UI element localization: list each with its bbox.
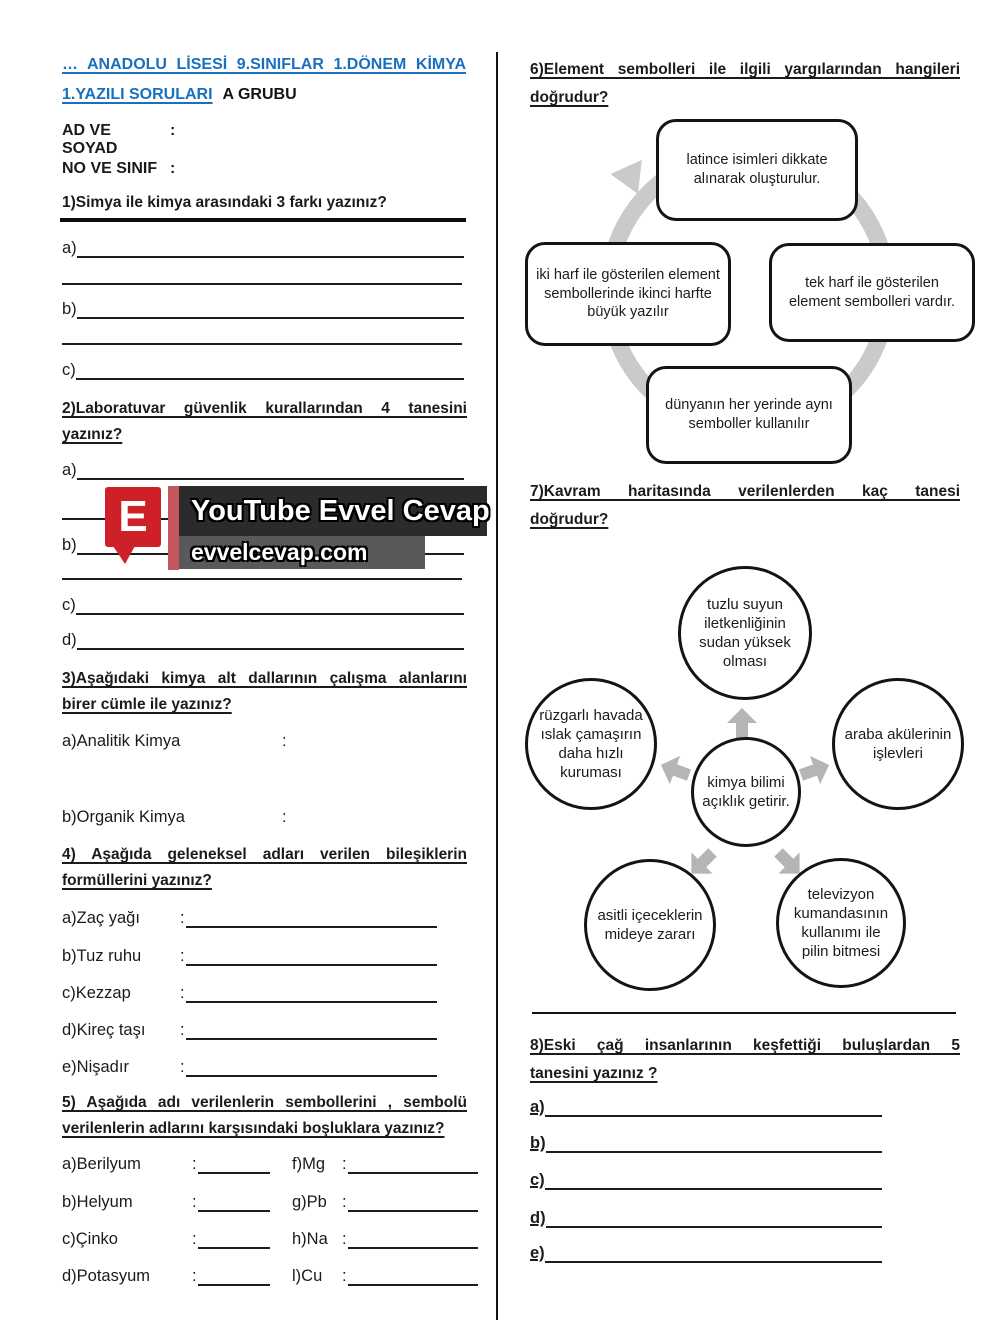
question-5-title <box>62 1090 467 1142</box>
q3-colon-a: : <box>282 732 287 750</box>
question-2-title <box>62 396 467 448</box>
q8-answer-row-d <box>530 1206 882 1228</box>
q5-line-4a <box>198 1262 270 1286</box>
q5-colon-2a: : <box>192 1193 197 1211</box>
q8-answer-line-c <box>545 1166 882 1190</box>
arrow-right-icon <box>796 751 834 789</box>
q4-label-c: c)Kezzap <box>62 984 131 1002</box>
name-field-row <box>62 122 175 158</box>
q4-line-c <box>186 979 437 1003</box>
q4-colon-c: : <box>180 984 185 1002</box>
q6-box-right: tek harf ile gösterilen element sembolleri vardır. <box>769 243 975 342</box>
q2-letter-a: a) <box>62 461 77 479</box>
q1-answer-line-b <box>77 295 464 319</box>
q4-colon-b: : <box>180 947 185 965</box>
q4-line-d <box>186 1016 437 1040</box>
q8-letter-c: c) <box>530 1171 545 1189</box>
question-6-title <box>530 56 960 112</box>
logo-stripe <box>168 486 179 570</box>
q5-right-label-3: h)Na <box>292 1230 328 1248</box>
question-4-title <box>62 842 467 894</box>
q1-answer-row-a <box>62 236 464 258</box>
q4-line-b <box>186 942 437 966</box>
q4-row-a <box>62 906 437 928</box>
q8-answer-line-b <box>546 1129 882 1153</box>
q2-letter-c: c) <box>62 596 76 614</box>
exam-title-part-blue: 1.YAZILI SORULARI <box>62 86 213 103</box>
q8-letter-b: b) <box>530 1134 546 1152</box>
q4-label-b: b)Tuz ruhu <box>62 947 142 965</box>
watermark-channel-name: YouTube Evvel Cevap <box>179 486 487 536</box>
arrow-up-icon <box>727 708 757 738</box>
q1-answer-line-c <box>76 356 464 380</box>
question-8-title-line1: 8)Eski çağ insanlarının keşfettiği buluşlardan 5 <box>530 1037 960 1054</box>
q4-row-c <box>62 981 437 1003</box>
q1-letter-a: a) <box>62 239 77 257</box>
q5-line-4b <box>348 1262 478 1286</box>
question-8-title <box>530 1032 960 1088</box>
question-6-title-line1: 6)Element sembolleri ile ilgili yargılarından hangileri <box>530 61 960 78</box>
question-5-title-line1: 5) Aşağıda adı verilenlerin sembollerini , sembolü <box>62 1094 467 1111</box>
q5-row-2 <box>62 1190 478 1212</box>
watermark-website: evvelcevap.com <box>179 536 425 569</box>
question-3-title <box>62 666 467 718</box>
q5-colon-4a: : <box>192 1267 197 1285</box>
q5-colon-3b: : <box>342 1230 347 1248</box>
q2-answer-line-c <box>76 591 464 615</box>
q5-colon-1a: : <box>192 1155 197 1173</box>
q7-node-right: araba akülerinin işlevleri <box>832 678 964 810</box>
q4-label-d: d)Kireç taşı <box>62 1021 146 1039</box>
question-2-title-line1: 2)Laboratuvar güvenlik kurallarından 4 tanesini <box>62 400 467 417</box>
q8-answer-row-c <box>530 1168 882 1190</box>
question-7-title-line1: 7)Kavram haritasında verilenlerden kaç tanesi <box>530 483 960 500</box>
q4-colon-d: : <box>180 1021 185 1039</box>
q5-left-label-2: b)Helyum <box>62 1193 133 1211</box>
q5-left-label-4: d)Potasyum <box>62 1267 151 1285</box>
q4-line-e <box>186 1053 437 1077</box>
exam-title-line2 <box>62 86 297 104</box>
question-6-title-line2: doğrudur? <box>530 89 609 106</box>
q5-line-3b <box>348 1225 478 1249</box>
logo-letter: E <box>118 492 148 541</box>
q3-label-organik: b)Organik Kimya <box>62 808 185 826</box>
number-class-field-row <box>62 160 175 178</box>
q7-node-center: kimya bilimi açıklık getirir. <box>691 737 801 847</box>
q8-answer-row-e <box>530 1241 882 1263</box>
number-class-colon: : <box>170 160 176 177</box>
question-4-title-line1: 4) Aşağıda geleneksel adları verilen bileşiklerin <box>62 846 467 863</box>
q3-colon-b: : <box>282 808 287 826</box>
q5-line-2a <box>198 1188 270 1212</box>
q8-answer-row-b <box>530 1131 882 1153</box>
question-8-title-line2: tanesini yazınız ? <box>530 1065 658 1082</box>
q1-answer-line-a <box>77 234 464 258</box>
q5-right-label-4: l)Cu <box>292 1267 323 1285</box>
q2-answer-row-a <box>62 458 464 480</box>
q5-row-1 <box>62 1152 478 1174</box>
question-1-title: 1)Simya ile kimya arasındaki 3 farkı yazınız? <box>62 194 387 211</box>
q7-node-top: tuzlu suyun iletkenliğinin sudan yüksek olması <box>678 566 812 700</box>
q6-box-bottom: dünyanın her yerinde aynı semboller kullanılır <box>646 366 852 464</box>
q4-row-e <box>62 1055 437 1077</box>
q1-letter-b: b) <box>62 300 77 318</box>
q3-item-analitik <box>62 732 287 751</box>
q1-letter-c: c) <box>62 361 76 379</box>
q2-letter-d: d) <box>62 631 77 649</box>
q8-letter-e: e) <box>530 1244 545 1262</box>
exam-group-label: A GRUBU <box>222 86 297 103</box>
q2-letter-b: b) <box>62 536 77 554</box>
q5-left-label-1: a)Berilyum <box>62 1155 141 1173</box>
q6-box-left: iki harf ile gösterilen element sembollerinde ikinci harfte büyük yazılır <box>525 242 731 346</box>
section-separator-line <box>532 1012 956 1014</box>
q3-label-analitik: a)Analitik Kimya <box>62 732 181 750</box>
q5-right-label-1: f)Mg <box>292 1155 325 1173</box>
column-divider <box>496 52 498 1320</box>
q7-concept-map <box>520 558 980 1008</box>
q5-row-4 <box>62 1264 478 1286</box>
q1-answer-line-b2 <box>62 322 462 345</box>
question-3-title-line2: birer cümle ile yazınız? <box>62 696 232 713</box>
arrow-left-icon <box>656 751 694 789</box>
q8-answer-row-a <box>530 1095 882 1117</box>
q8-letter-d: d) <box>530 1209 546 1227</box>
question-5-title-line2: verilenlerin adlarını karşısındaki boşluklara yazınız? <box>62 1120 445 1137</box>
q3-item-organik <box>62 808 287 827</box>
question-4-title-line2: formüllerini yazınız? <box>62 872 212 889</box>
logo-speech-tail-icon <box>113 546 135 564</box>
name-label: AD VE SOYAD <box>62 122 118 157</box>
q4-colon-e: : <box>180 1058 185 1076</box>
q4-row-d <box>62 1018 437 1040</box>
question-1-rule <box>60 218 466 222</box>
q5-colon-3a: : <box>192 1230 197 1248</box>
q6-cycle-diagram <box>520 115 980 475</box>
q2-answer-line-d <box>77 626 464 650</box>
q8-answer-line-d <box>546 1204 882 1228</box>
q1-answer-line-a2 <box>62 262 462 285</box>
q5-line-2b <box>348 1188 478 1212</box>
q2-answer-row-c <box>62 593 464 615</box>
watermark <box>105 486 490 572</box>
q7-node-bottom-right: televizyon kumandasının kullanımı ile pilin bitmesi <box>776 858 906 988</box>
question-7-title <box>530 478 960 534</box>
q5-colon-4b: : <box>342 1267 347 1285</box>
q2-answer-line-a <box>77 456 464 480</box>
question-3-title-line1: 3)Aşağıdaki kimya alt dallarının çalışma alanlarını <box>62 670 467 687</box>
q4-line-a <box>186 904 437 928</box>
q8-answer-line-a <box>545 1093 882 1117</box>
q4-label-e: e)Nişadır <box>62 1058 129 1076</box>
q5-colon-1b: : <box>342 1155 347 1173</box>
q8-letter-a: a) <box>530 1098 545 1116</box>
exam-title-line1: … ANADOLU LİSESİ 9.SINIFLAR 1.DÖNEM KİMYA <box>62 56 466 73</box>
q4-label-a: a)Zaç yağı <box>62 909 140 927</box>
q5-line-3a <box>198 1225 270 1249</box>
q4-row-b <box>62 944 437 966</box>
q4-colon-a: : <box>180 909 185 927</box>
q5-colon-2b: : <box>342 1193 347 1211</box>
q7-node-bottom-left: asitli içeceklerin mideye zararı <box>584 859 716 991</box>
q5-right-label-2: g)Pb <box>292 1193 327 1211</box>
q5-line-1b <box>348 1150 478 1174</box>
q6-box-top: latince isimleri dikkate alınarak oluşturulur. <box>656 119 858 221</box>
name-colon: : <box>170 122 176 139</box>
q5-row-3 <box>62 1227 478 1249</box>
q1-answer-row-b <box>62 297 464 319</box>
number-class-label: NO VE SINIF <box>62 160 158 177</box>
evvelcevap-logo-icon <box>105 487 161 547</box>
q5-left-label-3: c)Çinko <box>62 1230 118 1248</box>
question-2-title-line2: yazınız? <box>62 426 123 443</box>
q1-answer-row-c <box>62 358 464 380</box>
q8-answer-line-e <box>545 1239 882 1263</box>
question-7-title-line2: doğrudur? <box>530 511 609 528</box>
q7-node-left: rüzgarlı havada ıslak çamaşırın daha hızlı kuruması <box>525 678 657 810</box>
q2-answer-row-d <box>62 628 464 650</box>
q5-line-1a <box>198 1150 270 1174</box>
